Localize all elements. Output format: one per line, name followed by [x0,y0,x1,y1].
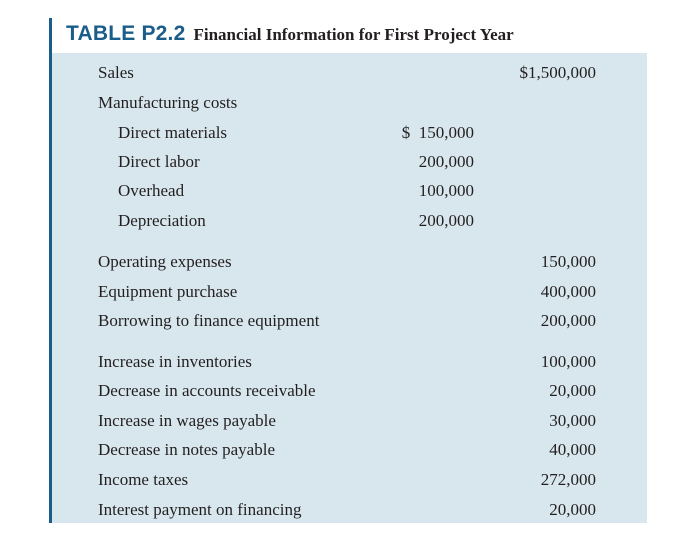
row-label: Operating expenses [98,252,232,271]
table-row [52,248,647,278]
row-value: 20,000 [549,381,596,400]
financial-table [49,18,647,523]
row-value: $1,500,000 [519,63,596,82]
row-label: Sales [98,63,134,82]
table-row [52,148,647,178]
table-row [52,307,647,337]
row-value: 272,000 [540,470,596,489]
row-subvalue: $ 150,000 [401,123,474,142]
row-subvalue: 200,000 [418,211,474,230]
table-row [52,377,647,407]
row-label: Direct labor [118,152,200,171]
row-value: 400,000 [540,282,596,301]
row-label: Income taxes [98,470,189,489]
row-subvalue: 200,000 [418,152,474,171]
row-value: 150,000 [540,252,596,271]
table-caption [66,22,514,46]
table-body [52,53,647,523]
table-row [52,89,647,119]
table-label: TABLE P2.2 [66,22,186,45]
row-label: Depreciation [118,211,206,230]
row-label: Decrease in notes payable [98,440,275,459]
table-row [52,348,647,378]
row-label: Decrease in accounts receivable [98,381,316,400]
table-row [52,436,647,466]
row-label: Borrowing to finance equipment [98,311,320,330]
table-row [52,207,647,237]
row-label: Equipment purchase [98,282,238,301]
row-label: Manufacturing costs [98,93,238,112]
row-subvalue: 100,000 [418,181,474,200]
table-row [52,278,647,308]
table-row [52,119,647,149]
row-label: Overhead [118,181,185,200]
row-label: Increase in inventories [98,352,252,371]
row-label: Interest payment on financing [98,500,302,519]
row-value: 100,000 [540,352,596,371]
table-row [52,496,647,526]
table-row [52,177,647,207]
row-value: 20,000 [549,500,596,519]
row-value: 30,000 [549,411,596,430]
row-label: Increase in wages payable [98,411,276,430]
table-row [52,407,647,437]
row-value: 40,000 [549,440,596,459]
table-row [52,466,647,496]
table-title: Financial Information for First Project Year [193,25,514,44]
table-row [52,59,647,89]
row-label: Direct materials [118,123,228,142]
row-value: 200,000 [540,311,596,330]
